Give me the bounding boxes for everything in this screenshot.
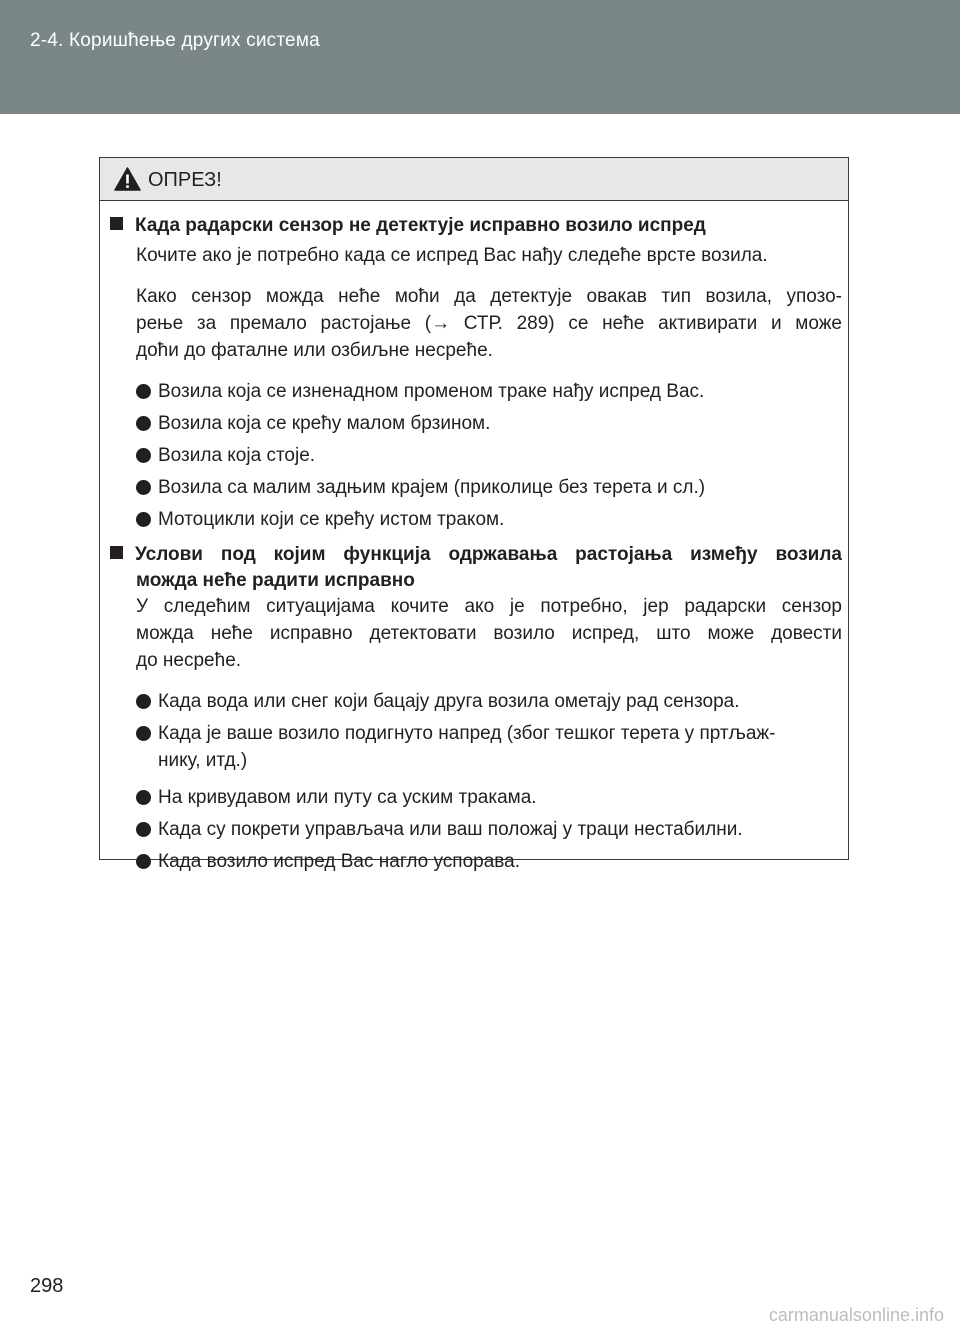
list-item-text: нику, итд.) xyxy=(158,750,248,771)
list-item-text: На кривудавом или путу са уским тракама. xyxy=(158,787,537,808)
watermark: carmanualsonline.info xyxy=(768,1305,944,1325)
list-item xyxy=(136,848,842,875)
list-item xyxy=(136,688,842,715)
list-item xyxy=(136,506,842,533)
list-item-text: Мотоцикли који се крећу истом траком. xyxy=(158,509,505,530)
caution-box xyxy=(99,157,849,872)
list-item-text: Када је ваше возило подигнуто напред (због тешког терета у пртљаж- xyxy=(158,723,776,744)
list-item xyxy=(136,378,842,405)
list-item xyxy=(136,784,842,811)
list-item xyxy=(136,474,842,501)
section2-heading-line2: можда неће радити исправно xyxy=(136,570,415,591)
section-title: 2-4. Коришћење других система xyxy=(30,30,320,51)
list-item xyxy=(136,816,842,843)
list-item-text: Возила која стоје. xyxy=(158,445,316,466)
square-bullet-icon xyxy=(110,546,123,559)
section1-text-line2: рење за премало растојање (→ СТР. 289) се неће активирати и може xyxy=(136,313,842,334)
page-number: 298 xyxy=(30,1275,64,1297)
list-item-text: Када возило испред Вас нагло успорава. xyxy=(158,851,520,872)
section2-heading-text: Услови под којим функција одржавања растојања између возила xyxy=(135,544,842,565)
section1-intro: Кочите ако је потребно када се испред Вас нађу следеће врсте возила. xyxy=(136,245,768,266)
bullet-dot-icon xyxy=(136,416,151,431)
list-item xyxy=(136,410,842,437)
bullet-dot-icon xyxy=(136,384,151,399)
section2-text-line3: до несреће. xyxy=(136,650,242,671)
section2-text-line1: У следећим ситуацијама кочите ако је потребно, јер радарски сензор xyxy=(136,596,842,617)
list-item-text: Возила са малим задњим крајем (приколице без терета и сл.) xyxy=(158,477,706,498)
page-header xyxy=(0,0,960,114)
list-item-text: Возила која се крећу малом брзином. xyxy=(158,413,491,434)
list-item xyxy=(136,720,842,747)
bullet-dot-icon xyxy=(136,448,151,463)
bullet-dot-icon xyxy=(136,822,151,837)
caution-header xyxy=(100,158,848,201)
section1-heading xyxy=(110,214,706,238)
section2-heading xyxy=(110,543,842,567)
bullet-dot-icon xyxy=(136,512,151,527)
section1-text-line3: доћи до фаталне или озбиљне несреће. xyxy=(136,340,493,361)
bullet-dot-icon xyxy=(136,790,151,805)
square-bullet-icon xyxy=(110,217,123,230)
caution-title: ОПРЕЗ! xyxy=(148,169,222,191)
bullet-dot-icon xyxy=(136,854,151,869)
bullet-dot-icon xyxy=(136,726,151,741)
section1-heading-text: Када радарски сензор не детектује исправно возило испред xyxy=(135,215,706,236)
list-item-text: Када вода или снег који бацају друга возила ометају рад сензора. xyxy=(158,691,740,712)
section2-text-line2: можда неће исправно детектовати возило испред, што може довести xyxy=(136,623,842,644)
list-item xyxy=(136,442,842,469)
bullet-dot-icon xyxy=(136,480,151,495)
warning-triangle-icon xyxy=(114,167,141,191)
list-item-continuation xyxy=(136,747,842,774)
bullet-dot-icon xyxy=(136,694,151,709)
list-item-text: Возила која се изненадном променом траке нађу испред Вас. xyxy=(158,381,705,402)
section1-text-line1: Како сензор можда неће моћи да детектује овакав тип возила, упозо- xyxy=(136,286,842,307)
list-item-text: Када су покрети управљача или ваш положај у траци нестабилни. xyxy=(158,819,743,840)
